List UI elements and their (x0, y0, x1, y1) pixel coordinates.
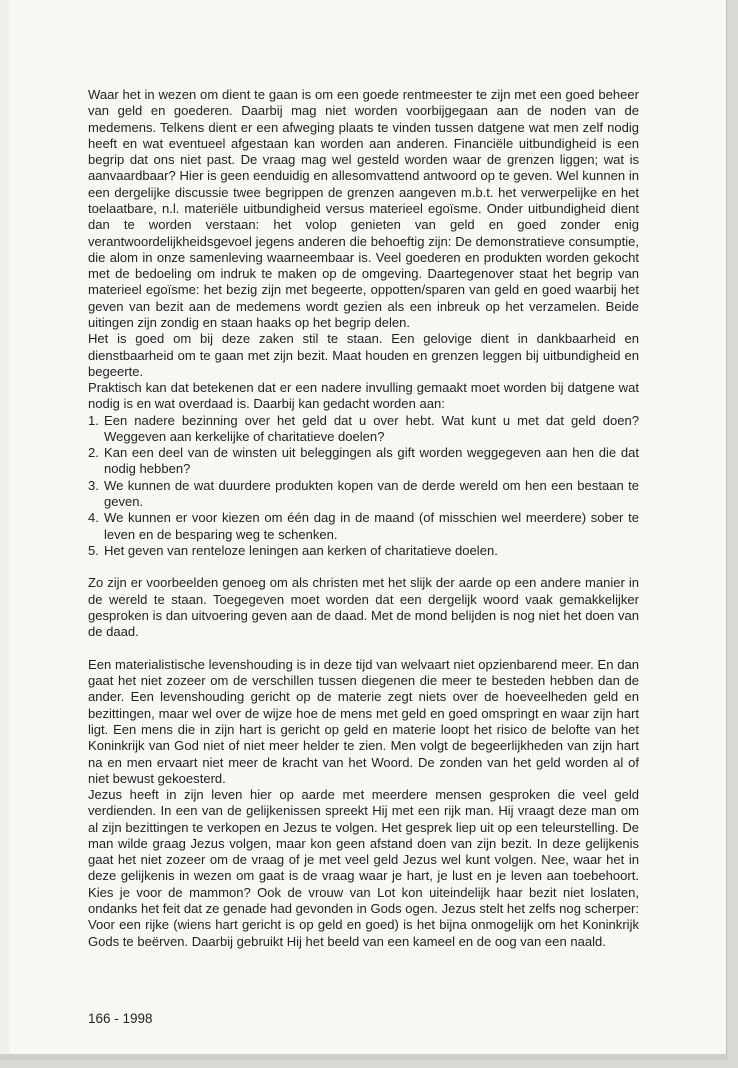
page-edge (0, 1054, 726, 1060)
list-item-text: We kunnen er voor kiezen om één dag in de maand (of misschien wel meerdere) sober te leven en de besparing weg te schenken. (104, 510, 639, 542)
list-item-text: We kunnen de wat duurdere produkten kopen van de derde wereld om hen een bestaan te geven. (104, 477, 639, 510)
list-item (88, 510, 639, 543)
paragraph: Het is goed om bij deze zaken stil te staan. Een gelovige dient in dankbaarheid en dienstbaarheid om te gaan met zijn bezit. Maat houden en grenzen leggen bij uitbundigheid en begeerte. (88, 331, 639, 379)
list-item-text: Een nadere bezinning over het geld dat u over hebt. Wat kunt u met dat geld doen? Weggeven aan kerkelijke of charitatieve doelen? (104, 412, 639, 444)
paragraph: Zo zijn er voorbeelden genoeg om als christen met het slijk der aarde op een andere manier in de wereld te staan. Toegegeven moet worden dat een dergelijk woord vaak gemakkelijker gesproken is dan uitvoering geven aan de daad. Met de mond belijden is nog niet het doen van de daad. (88, 575, 639, 640)
list-item (88, 445, 639, 478)
list-item (88, 478, 639, 511)
paragraph: Jezus heeft in zijn leven hier op aarde met meerdere mensen gesproken die veel geld verdienden. In een van de gelijkenissen spreekt Hij met een rijk man. Hij vraagt deze man om al zijn bezittingen te verkopen en Jezus te volgen. Het gesprek liep uit op een teleurstelling. De man wilde graag Jezus volgen, maar kon geen afstand doen van zijn bezit. In deze gelijkenis gaat het niet zozeer om de vraag of je met veel geld Jezus wel kunt volgen. Nee, waar het in deze gelijkenis in wezen om gaat is de vraag waar je hart, je lust en je leven aan toebehoort. Kies je voor de mammon? Ook de vrouw van Lot kon uiteindelijk haar bezit niet loslaten, ondanks het feit dat ze genade had gevonden in Gods ogen. Jezus stelt het zelfs nog scherper: Voor een rijke (wiens hart gericht is op geld en goed) is het bijna onmogelijk om het Koninkrijk Gods te beërven. Daarbij gebruikt Hij het beeld van een kameel en de oog van een naald. (88, 787, 639, 949)
paragraph: Waar het in wezen om dient te gaan is om een goede rentmeester te zijn met een goed beheer van geld en goederen. Daarbij mag niet worden voorbijgegaan aan de noden van de medemens. Telkens dient er een afweging plaats te vinden tussen datgene wat men zelf nodig heeft en wat eventueel afgestaan kan worden aan anderen. Financiële uitbundigheid is een begrip dat ons niet past. De vraag mag wel gesteld worden waar de grenzen liggen; wat is aanvaardbaar? Hier is geen eenduidig en allesomvattend antwoord op te geven. Wel kunnen in een dergelijke discussie twee begrippen de grenzen aangeven m.b.t. het verwerpelijke en het toelaatbare, n.l. materiële uitbundigheid versus materieel egoïsme. Onder uitbundigheid dient dan te worden verstaan: het volop genieten van geld en goed zonder enig verantwoordelijkheidsgevoel jegens anderen die behoeftig zijn: De demonstratieve consumptie, die alom in onze samenleving waarneembaar is. Veel goederen en produkten worden gekocht met de bedoeling om indruk te maken op de omgeving. Daartegenover staat het begrip van materieel egoïsme: het bezig zijn met begeerte, oppotten/sparen van geld en goed waarbij het geven van bezit aan de medemens wordt gezien als een inbreuk op het verzamelen. Beide uitingen zijn zondig en staan haaks op het begrip delen. (88, 87, 639, 330)
list-number: 1. (88, 412, 99, 428)
list-number: 5. (88, 542, 99, 558)
list-item (88, 413, 639, 446)
list-number: 4. (88, 510, 99, 526)
body-text (88, 87, 639, 950)
paragraph-spacer (88, 559, 639, 575)
paragraph-spacer (88, 641, 639, 657)
list-item-text: Het geven van renteloze leningen aan kerken of charitatieve doelen. (104, 542, 498, 558)
list-item-text: Kan een deel van de winsten uit beleggingen als gift worden weggegeven aan hen die dat nodig hebben? (104, 445, 639, 477)
list-number: 2. (88, 445, 99, 461)
paragraph: Een materialistische levenshouding is in deze tijd van welvaart niet opzienbarend meer. En dan gaat het niet zozeer om de verschillen tussen diegenen die meer te besteden hebben dan de ander. Een levenshouding gericht op de materie zegt niets over de hoeveelheden geld en bezittingen, maar wel over de wijze hoe de mens met geld en goed omspringt en waar zijn hart ligt. Een mens die in zijn hart is gericht op geld en materie loopt het risico de belofte van het Koninkrijk van God niet of niet meer helder te zien. Men volgt de begeerlijkheden van zijn hart na en men ervaart niet meer de kracht van het Woord. De zonden van het geld worden al of niet bewust gekoesterd. (88, 656, 639, 786)
paragraph: Praktisch kan dat betekenen dat er een nadere invulling gemaakt moet worden bij datgene wat nodig is en wat overdaad is. Daarbij kan gedacht worden aan: (88, 380, 639, 412)
page-footer: 166 - 1998 (88, 1011, 153, 1026)
list-item (88, 543, 639, 559)
list-number: 3. (88, 477, 99, 493)
numbered-list (88, 413, 639, 560)
